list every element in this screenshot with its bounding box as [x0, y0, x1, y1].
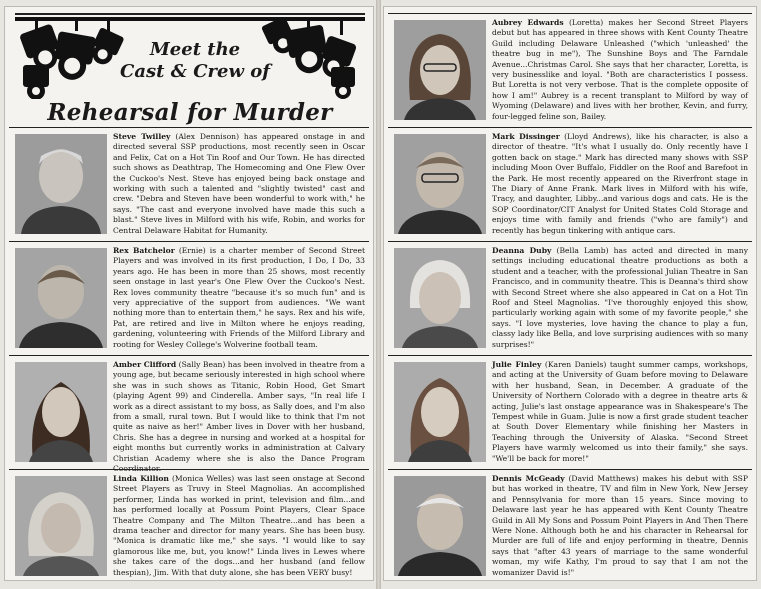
headshot-photo — [15, 248, 107, 348]
bio-name: Mark Dissinger — [492, 132, 560, 141]
bio-steve-twilley — [9, 127, 369, 239]
bio-name: Linda Killion — [113, 474, 169, 483]
bio-name: Dennis McGeady — [492, 474, 565, 483]
booklet-spine — [376, 0, 381, 589]
bio-body: (Karen Daniels) taught summer camps, workshops, and acting at the University of Guam before moving to Delaware with her husband, Sean, in December. A graduate of the University of Northern Colorado with a degree in theatre arts & acting, Julie's last onstage appearance was in Shakespeare's The Tempest while in Guam. Julie is now a first grade student teacher at South Dover Elementary while finishing her Masters in Teaching through the University of Alaska. "Second Street Players have warmly welcomed us into their family," she says. "We'll be back for more!" — [492, 360, 748, 463]
bio-body: (Lloyd Andrews), like his character, is also a director of theatre. "It's what I usually do. Only recently have I gotten back on stage." Mark has directed many shows with SSP including Moon Over Buffalo, Fiddler on the Roof and Barefoot in the Park. He most recently appeared on the Riverfront stage in The Diary of Anne Frank. Mark lives in Milford with his wife, Tracy, and daughter, Libby...and various dogs and cats. He is the SOP Coordinator/CIT Analyst for United States Cold Storage and enjoys time with family and friends ("who are family") and recently has begun tinkering with antique cars. — [492, 132, 748, 235]
bio-dennis-mcgeady — [388, 469, 752, 581]
bio-body: (Loretta) makes her Second Street Players debut but has appeared in three shows with Kent County Theatre Guild including Delaware Unleashed ("which 'unleashed' the theatre bug in me"), The Sunshine Boys and The Farndale Avenue...Christmas Carol. She says that her character, Loretta, is very businesslike and loyal. "Both are characteristics I possess. But Loretta is not very verbose. That is the complete opposite of how I am!" Aubrey is a recent transplant to Milford by way of Wyoming (Delaware) and lives with her brother, Kevin, and furry, four-legged feline son, Bailey. — [492, 18, 748, 121]
bio-amber-clifford — [9, 355, 369, 474]
bio-julie-finley — [388, 355, 752, 467]
bio-mark-dissinger — [388, 127, 752, 239]
show-title: Rehearsal for Murder — [47, 99, 333, 126]
headshot-photo — [394, 476, 486, 576]
bio-deanna-duby — [388, 241, 752, 353]
header-line-2: Cast & Crew of — [120, 61, 270, 82]
headshot-photo — [15, 134, 107, 234]
left-page — [4, 6, 374, 581]
header-subtitle — [110, 39, 280, 83]
bio-rex-batchelor — [9, 241, 369, 353]
bio-linda-killion — [9, 469, 369, 581]
bio-body: (Alex Dennison) has appeared onstage in and directed several SSP productions, most recently seen in Oscar and Felix, Cat on a Hot Tin Roof and Our Town. He has directed such shows as Deathtrap, The Homecoming and One Flew Over the Cuckoo's Nest. Steve has enjoyed being back onstage and working with such a talented and "slightly twisted" cast and crew. "Debra and Steven have been wonderful to work with," he says. "The cast and everyone involved have made this such a blast." Steve lives in Milford with his wife, Robin, and works for Central Delaware Habitat for Humanity. — [113, 132, 365, 235]
headshot-photo — [394, 20, 486, 120]
bio-name: Aubrey Edwards — [492, 18, 564, 27]
bio-body: (Bella Lamb) has acted and directed in many settings including educational theatre productions as both a student and a teacher, with the professional Julian Theatre in San Francisco, and in community theatre. This is Deanna's third show with Second Street where she also appeared in Cat on a Hot Tin Roof and Steel Magnolias. "I've thoroughly enjoyed this show, particularly working again with some of my favorite people," she says. "I love mysteries, love having the chance to play a fun, classy lady like Bella, and love surprising audiences with so many surprises!" — [492, 246, 748, 349]
bio-name: Steve Twilley — [113, 132, 171, 141]
right-page — [383, 6, 757, 581]
bio-name: Rex Batchelor — [113, 246, 175, 255]
bio-aubrey-edwards — [388, 13, 752, 125]
bio-name: Amber Clifford — [113, 360, 177, 369]
bio-body: (Monica Welles) was last seen onstage at Second Street Players as Truvy in Steel Magnolias. An accomplished performer, Linda has worked in print, television and film...and has performed locally at Possum Point Players, Clear Space Theatre Company and The Milton Theatre...and has been a drama teacher and director for many years. She has been busy. "Monica is dramatic like me," she says. "I would like to say glamorous like me, but, you know!" Linda lives in Lewes where she takes care of the dogs...and her husband (and fellow thespian), Jim. With that duty alone, she has been VERY busy! — [113, 474, 365, 577]
bio-name: Julie Finley — [492, 360, 542, 369]
bio-body: (Ernie) is a charter member of Second Street Players and was involved in its first production, I Do, I Do, 33 years ago. He has been in more than 25 shows, most recently seen onstage in last year's One Flew Over the Cuckoo's Nest. Rex loves community theatre "because it's so much fun" and is very appreciative of the support from audiences. "We want nothing more than to entertain them," he says. Rex and his wife, Pat, are retired and live in Milton where he enjoys reading, gardening, volunteering with Friends of the Milford Library and rooting for Wesley College's Wolverine football team. — [113, 246, 365, 349]
header-line-1: Meet the — [149, 39, 241, 60]
headshot-photo — [15, 476, 107, 576]
headshot-photo — [15, 362, 107, 462]
headshot-photo — [394, 134, 486, 234]
headshot-photo — [394, 362, 486, 462]
bio-body: (Sally Bean) has been involved in theatre from a young age, but became seriously interested in high school where she was in such shows as Titanic, Robin Hood, Get Smart (playing Agent 99) and Cinderella. Amber says, "In real life I work as a direct assistant to my boss, as Sally does, and I'm also from a small, rural town. But I would like to think that I'm not quite as naive as her!" Amber lives in Dover with her husband, Chris. She has a degree in nursing and worked at a hospital for eight months but currently works in administration at Calvary Christian Academy where she is also the Dance Program Coordinator. — [113, 360, 365, 474]
bio-body: (David Matthews) makes his debut with SSP but has worked in theatre, TV and film in New York, New Jersey and Pennsylvania for more than 15 years. Since moving to Delaware last year he has appeared with Kent County Theatre Guild in All My Sons and Possum Point Players in And Then There Were None. Although both he and his character in Rehearsal for Murder are full of life and enjoy performing in theatre, Dennis says that "after 43 years of marriage to the same wonderful woman, my wife Kathy, I'm proud to say that I am not the womanizer David is!" — [492, 474, 748, 577]
program-header — [15, 13, 365, 127]
bio-name: Deanna Duby — [492, 246, 552, 255]
headshot-photo — [394, 248, 486, 348]
